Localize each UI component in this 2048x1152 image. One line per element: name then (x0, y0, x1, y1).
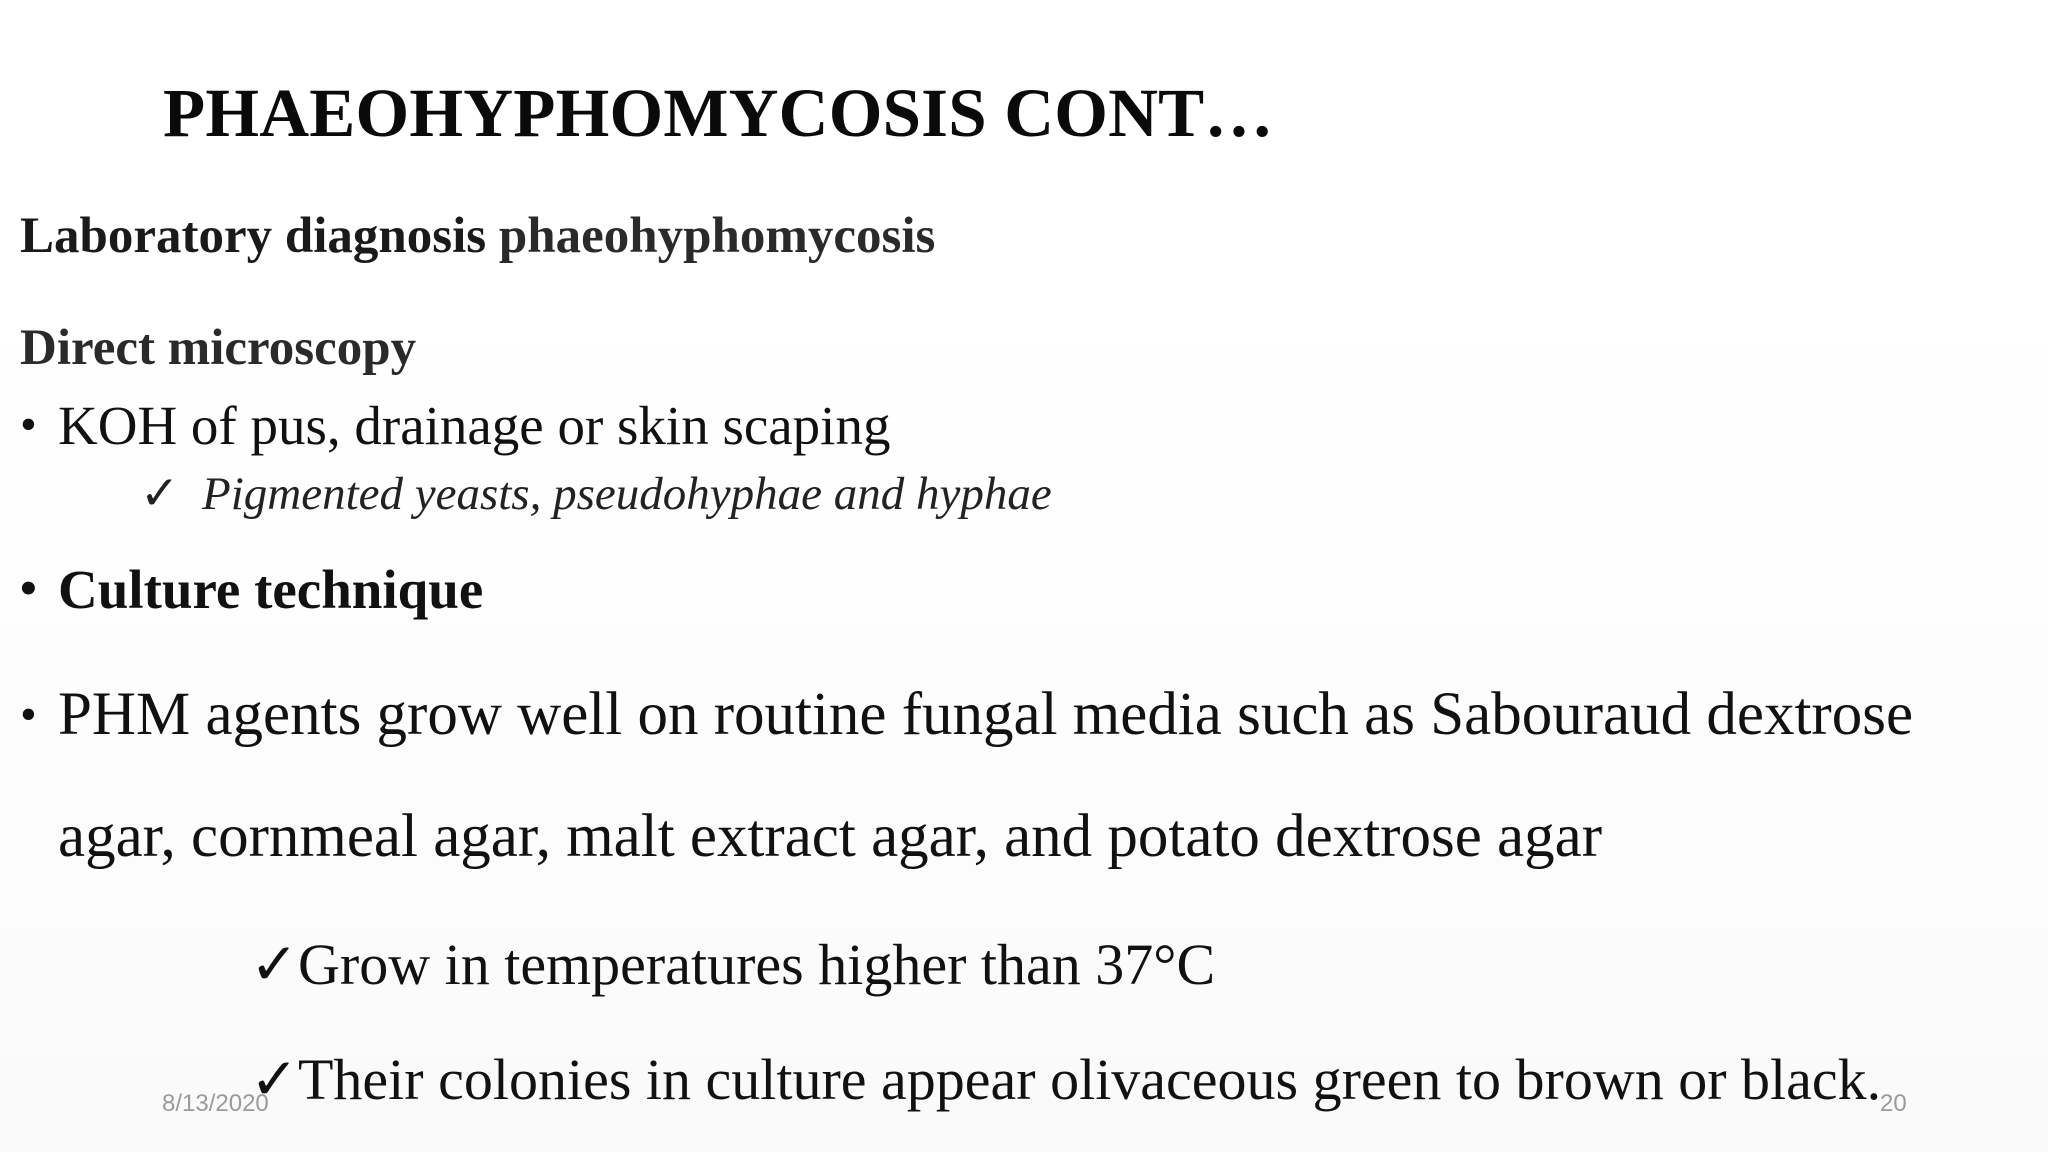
bullet-dot-icon: • (20, 688, 37, 741)
bullet-koh (20, 394, 890, 457)
bullet-dot-icon: • (20, 562, 37, 615)
bullet-text: Culture technique (58, 559, 484, 620)
checkmark-icon: ✓ (250, 932, 299, 997)
slide-title: PHAEOHYPHOMYCOSIS CONT… (163, 75, 1274, 151)
check-item-temperature (250, 930, 1215, 998)
check-item-text: Their colonies in culture appear olivaceous green to brown or black. (298, 1047, 1882, 1112)
subtitle-part-1: Laboratory diagnosis (20, 208, 487, 264)
section-heading-direct-microscopy: Direct microscopy (20, 320, 417, 376)
check-item-text: Grow in temperatures higher than 37°C (298, 932, 1216, 997)
bullet-phm-agents-continuation: agar, cornmeal agar, malt extract agar, and potato dextrose agar (58, 803, 1603, 870)
check-item-text: Pigmented yeasts, pseudohyphae and hyphae (202, 468, 1052, 520)
checkmark-icon: ✓ (140, 468, 180, 520)
check-item-pigmented (140, 466, 1052, 521)
bullet-culture-technique (20, 558, 483, 621)
bullet-text: PHM agents grow well on routine fungal media such as Sabouraud dextrose (58, 681, 1914, 748)
checkmark-icon: ✓ (250, 1047, 299, 1112)
subtitle-part-2: phaeohyphomycosis (486, 208, 936, 264)
bullet-phm-agents (20, 680, 1913, 750)
footer-page-number: 20 (1880, 1090, 1907, 1117)
check-item-colonies (250, 1045, 1881, 1113)
footer-date: 8/13/2020 (162, 1090, 269, 1117)
bullet-dot-icon: • (20, 398, 37, 451)
slide-subtitle (20, 207, 935, 265)
bullet-text: KOH of pus, drainage or skin scaping (58, 395, 891, 456)
